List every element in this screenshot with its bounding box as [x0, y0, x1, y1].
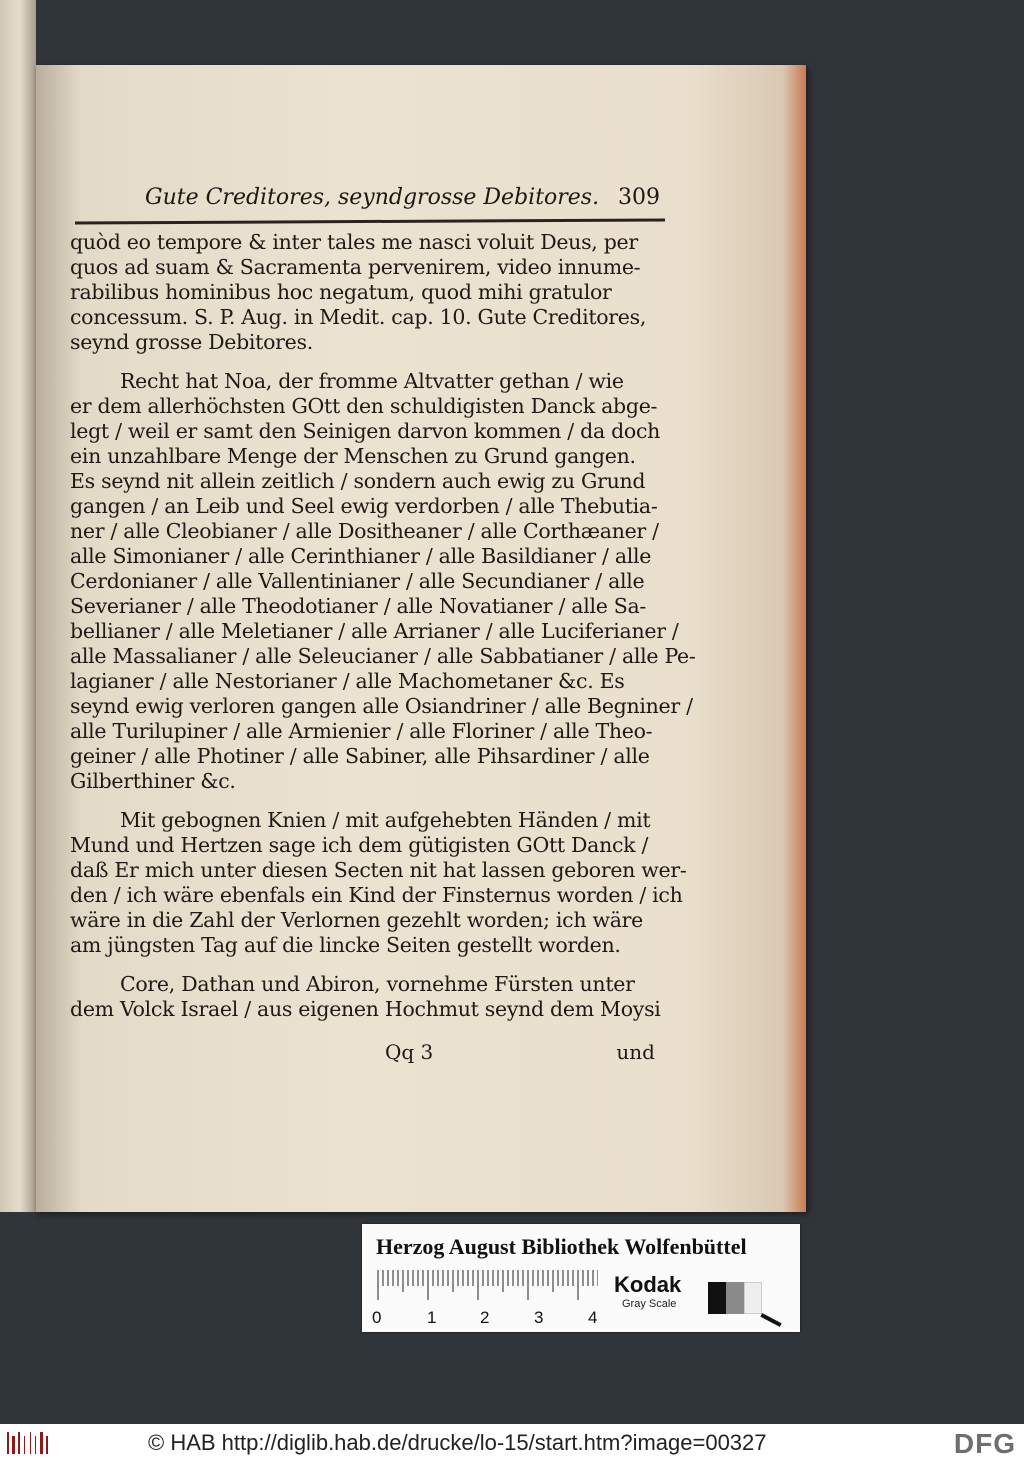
footer-bar: [0, 1424, 1024, 1463]
text-line: alle Massalianer / alle Seleucianer / alle Sabbatianer / alle Pe-: [70, 644, 696, 668]
ruler-number: 3: [534, 1308, 544, 1327]
logo-bar: [24, 1436, 25, 1454]
text-line: dem Volck Israel / aus eigenen Hochmut seynd dem Moysi: [70, 997, 661, 1021]
logo-bar: [46, 1436, 48, 1454]
target-title: Herzog August Bibliothek Wolfenbüttel: [376, 1234, 747, 1259]
text-line: ner / alle Cleobianer / alle Dositheaner / alle Corthæaner /: [70, 519, 659, 543]
ruler-number: 4: [588, 1308, 598, 1327]
signature-line: [385, 1040, 655, 1066]
text-line: seynd ewig verloren gangen alle Osiandriner / alle Begniner /: [70, 694, 693, 718]
paragraph: [70, 230, 670, 355]
text-line: ein unzahlbare Menge der Menschen zu Grund gangen.: [70, 444, 636, 468]
dfg-logo: DFG: [953, 1428, 1016, 1459]
text-line: geiner / alle Photiner / alle Sabiner, alle Pihsardiner / alle: [70, 744, 650, 768]
hab-barcode-logo-icon: [6, 1430, 50, 1456]
text-line: bellianer / alle Meletianer / alle Arrianer / alle Luciferianer /: [70, 619, 679, 643]
text-line: Mit gebognen Knien / mit aufgehebten Händen / mit: [120, 808, 651, 832]
text-line: den / ich wäre ebenfals ein Kind der Finsternus worden / ich: [70, 883, 683, 907]
gray-patch-white: [744, 1282, 762, 1314]
text-line: legt / weil er samt den Seinigen darvon kommen / da doch: [70, 419, 661, 443]
text-line: Core, Dathan und Abiron, vornehme Fürsten unter: [120, 972, 635, 996]
page-number: 309: [618, 185, 660, 210]
kodak-logo: Kodak: [614, 1272, 682, 1297]
scale-ruler: [376, 1270, 598, 1300]
running-head-title: Gute Creditores, seyndgrosse Debitores.: [145, 185, 600, 210]
color-target-card: [362, 1224, 800, 1332]
logo-bar: [30, 1432, 31, 1454]
catchword: und: [616, 1040, 655, 1064]
text-line: daß Er mich unter diesen Secten nit hat lassen geboren wer-: [70, 858, 687, 882]
text-line: Gilberthiner &c.: [70, 769, 236, 793]
text-line: concessum. S. P. Aug. in Medit. cap. 10. Gute Creditores,: [70, 305, 647, 329]
paragraph: [70, 972, 670, 1022]
logo-bar: [12, 1436, 15, 1454]
text-line: quòd eo tempore & inter tales me nasci voluit Deus, per: [70, 230, 638, 254]
text-line: Es seynd nit allein zeitlich / sondern auch ewig zu Grund: [70, 469, 646, 493]
text-line: wäre in die Zahl der Verlornen gezehlt worden; ich wäre: [70, 908, 643, 932]
gray-patch-mid: [726, 1282, 744, 1314]
logo-bar: [35, 1436, 36, 1454]
text-line: seynd grosse Debitores.: [70, 330, 313, 354]
footer-credit-link[interactable]: © HAB http://diglib.hab.de/drucke/lo-15/start.htm?image=00327: [148, 1430, 767, 1455]
text-line: quos ad suam & Sacramenta pervenirem, video innume-: [70, 255, 641, 279]
text-line: lagianer / alle Nestorianer / alle Machometaner &c. Es: [70, 669, 625, 693]
previous-page-edge: [0, 0, 36, 1212]
running-head: [145, 185, 660, 217]
gray-patch-black: [708, 1282, 726, 1314]
ruler-number: 1: [427, 1308, 437, 1327]
text-line: Severianer / alle Theodotianer / alle Novatianer / alle Sa-: [70, 594, 647, 618]
text-line: rabilibus hominibus hoc negatum, quod mihi gratulor: [70, 280, 612, 304]
ruler-number: 0: [372, 1308, 382, 1327]
body-text: [70, 230, 696, 1036]
text-line: Mund und Hertzen sage ich dem gütigisten GOtt Danck /: [70, 833, 649, 857]
gray-scale-label: Gray Scale: [622, 1298, 677, 1310]
logo-bar: [7, 1432, 9, 1454]
signature-mark: Qq 3: [385, 1040, 434, 1064]
text-line: gangen / an Leib und Seel ewig verdorben / alle Thebutia-: [70, 494, 658, 518]
logo-bar: [40, 1432, 43, 1454]
text-line: am jüngsten Tag auf die lincke Seiten gestellt worden.: [70, 933, 621, 957]
text-line: Recht hat Noa, der fromme Altvatter gethan / wie: [120, 369, 624, 393]
text-line: alle Turilupiner / alle Armienier / alle Floriner / alle Theo-: [70, 719, 653, 743]
ruler-number: 2: [480, 1308, 490, 1327]
text-line: er dem allerhöchsten GOtt den schuldigisten Danck abge-: [70, 394, 658, 418]
logo-bar: [18, 1432, 20, 1454]
paragraph: [70, 369, 696, 794]
paragraph: [70, 808, 687, 958]
text-line: Cerdonianer / alle Vallentinianer / alle Secundianer / alle: [70, 569, 645, 593]
text-line: alle Simonianer / alle Cerinthianer / alle Basildianer / alle: [70, 544, 652, 568]
